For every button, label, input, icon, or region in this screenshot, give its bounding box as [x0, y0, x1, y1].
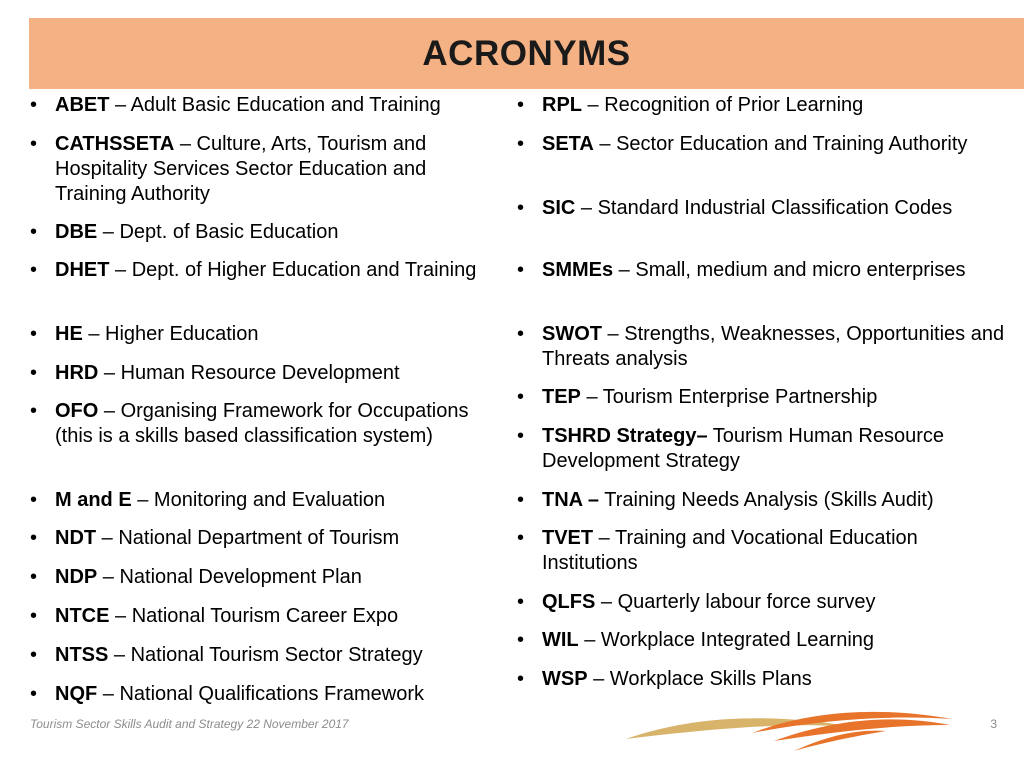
acronym-definition: – Monitoring and Evaluation [131, 489, 386, 511]
acronym-definition: – Standard Industrial Classification Codes [575, 197, 953, 219]
acronym-text [55, 132, 500, 207]
acronym-text [542, 258, 1017, 283]
acronym-item [517, 196, 1017, 221]
title-banner [29, 18, 1024, 89]
acronym-abbreviation: NTCE [55, 605, 110, 627]
acronym-abbreviation: QLFS [542, 591, 596, 613]
bullet-icon: • [30, 605, 38, 627]
acronym-text [55, 399, 500, 449]
bullet-icon: • [30, 527, 38, 549]
bullet-icon: • [30, 323, 38, 345]
acronym-text [542, 132, 1017, 157]
bullet-icon: • [517, 197, 525, 219]
acronym-item [517, 526, 1017, 576]
acronym-definition: – Tourism Enterprise Partnership [580, 386, 878, 408]
acronym-text [542, 590, 1017, 615]
acronym-item [30, 258, 500, 283]
acronym-definition: Tourism Human Resource Development Strategy [542, 425, 944, 472]
acronym-text [542, 322, 1017, 372]
acronym-abbreviation: TSHRD Strategy– [542, 425, 708, 447]
bullet-icon: • [30, 489, 38, 511]
acronym-definition: – Recognition of Prior Learning [582, 94, 864, 116]
acronym-item [30, 322, 500, 347]
acronym-abbreviation: SWOT [542, 323, 602, 345]
acronym-item [517, 424, 1017, 474]
acronym-abbreviation: NDP [55, 566, 98, 588]
acronym-text [542, 526, 1017, 576]
bullet-icon: • [30, 683, 38, 705]
acronym-item [517, 258, 1017, 283]
acronym-text [542, 385, 1017, 410]
acronym-item [30, 604, 500, 629]
acronym-item [517, 93, 1017, 118]
acronym-abbreviation: RPL [542, 94, 582, 116]
bullet-icon: • [30, 566, 38, 588]
acronym-definition: – Higher Education [82, 323, 259, 345]
acronym-item [30, 526, 500, 551]
slide-footer: Tourism Sector Skills Audit and Strategy 22 November 2017 [30, 717, 349, 731]
acronym-definition: – Quarterly labour force survey [595, 591, 876, 613]
acronym-definition: – National Qualifications Framework [97, 683, 425, 705]
acronym-abbreviation: WSP [542, 668, 588, 690]
acronym-abbreviation: ABET [55, 94, 110, 116]
acronym-text [55, 682, 500, 707]
bullet-icon: • [30, 133, 38, 155]
acronym-item [517, 590, 1017, 615]
acronym-item [30, 93, 500, 118]
acronym-abbreviation: NQF [55, 683, 98, 705]
acronym-item [30, 488, 500, 513]
acronym-text [55, 488, 500, 513]
acronym-text [55, 526, 500, 551]
acronym-definition: – Workplace Integrated Learning [578, 629, 875, 651]
acronym-abbreviation: M and E [55, 489, 132, 511]
acronym-item [30, 132, 500, 207]
acronym-definition: – Training and Vocational Education Institutions [542, 527, 918, 574]
acronym-definition: – National Department of Tourism [96, 527, 400, 549]
wave-swoosh-icon [624, 705, 954, 755]
acronym-definition: – Dept. of Basic Education [97, 221, 339, 243]
acronym-abbreviation: HE [55, 323, 83, 345]
acronym-definition: – Culture, Arts, Tourism and Hospitality Services Sector Education and Training Authority [55, 133, 427, 205]
acronym-item [517, 385, 1017, 410]
acronym-abbreviation: NTSS [55, 644, 109, 666]
bullet-icon: • [517, 591, 525, 613]
acronym-item [517, 322, 1017, 372]
acronym-definition: – National Tourism Career Expo [109, 605, 399, 627]
bullet-icon: • [30, 221, 38, 243]
acronym-abbreviation: SMMEs [542, 259, 614, 281]
acronym-abbreviation: CATHSSETA [55, 133, 175, 155]
acronym-text [55, 220, 500, 245]
acronym-abbreviation: HRD [55, 362, 99, 384]
acronym-abbreviation: SIC [542, 197, 576, 219]
acronym-abbreviation: NDT [55, 527, 97, 549]
bullet-icon: • [30, 400, 38, 422]
acronym-definition: – Human Resource Development [98, 362, 400, 384]
acronym-abbreviation: TEP [542, 386, 581, 408]
acronym-definition: – National Tourism Sector Strategy [108, 644, 423, 666]
page-number: 3 [990, 717, 997, 731]
bullet-icon: • [30, 259, 38, 281]
acronym-abbreviation: TNA – [542, 489, 600, 511]
acronym-item [517, 132, 1017, 157]
acronym-text [542, 93, 1017, 118]
acronym-text [542, 628, 1017, 653]
bullet-icon: • [517, 489, 525, 511]
bullet-icon: • [517, 629, 525, 651]
slide-title: ACRONYMS [422, 33, 631, 73]
acronym-definition: – Workplace Skills Plans [587, 668, 812, 690]
acronym-definition: – Strengths, Weaknesses, Opportunities and Threats analysis [542, 323, 1005, 370]
bullet-icon: • [517, 668, 525, 690]
bullet-icon: • [517, 133, 525, 155]
acronym-abbreviation: TVET [542, 527, 594, 549]
bullet-icon: • [517, 94, 525, 116]
bullet-icon: • [517, 527, 525, 549]
acronym-item [30, 643, 500, 668]
acronym-abbreviation: SETA [542, 133, 594, 155]
acronym-item [30, 361, 500, 386]
acronym-text [542, 488, 1017, 513]
bullet-icon: • [517, 425, 525, 447]
acronym-abbreviation: DBE [55, 221, 98, 243]
acronym-item [30, 565, 500, 590]
bullet-icon: • [30, 362, 38, 384]
acronym-text [542, 667, 1017, 692]
acronym-text [542, 196, 1017, 221]
acronym-definition: – National Development Plan [97, 566, 362, 588]
acronym-abbreviation: WIL [542, 629, 579, 651]
acronym-text [55, 322, 500, 347]
acronym-definition: – Adult Basic Education and Training [109, 94, 441, 116]
acronym-definition: Training Needs Analysis (Skills Audit) [599, 489, 934, 511]
acronym-item [517, 488, 1017, 513]
acronym-item [30, 220, 500, 245]
acronym-definition: – Sector Education and Training Authority [593, 133, 968, 155]
bullet-icon: • [30, 644, 38, 666]
acronym-item [517, 628, 1017, 653]
bullet-icon: • [517, 386, 525, 408]
acronym-item [30, 399, 500, 449]
acronym-definition: – Small, medium and micro enterprises [613, 259, 966, 281]
acronym-definition: – Organising Framework for Occupations (this is a skills based classification system) [55, 400, 469, 447]
acronym-text [55, 93, 500, 118]
acronym-text [55, 565, 500, 590]
acronym-text [55, 604, 500, 629]
acronym-definition: – Dept. of Higher Education and Training [109, 259, 477, 281]
acronym-text [55, 643, 500, 668]
bullet-icon: • [517, 259, 525, 281]
acronym-text [542, 424, 1017, 474]
acronym-text [55, 361, 500, 386]
acronym-abbreviation: DHET [55, 259, 110, 281]
bullet-icon: • [517, 323, 525, 345]
acronym-text [55, 258, 500, 283]
acronym-abbreviation: OFO [55, 400, 99, 422]
acronym-item [517, 667, 1017, 692]
bullet-icon: • [30, 94, 38, 116]
acronym-item [30, 682, 500, 707]
